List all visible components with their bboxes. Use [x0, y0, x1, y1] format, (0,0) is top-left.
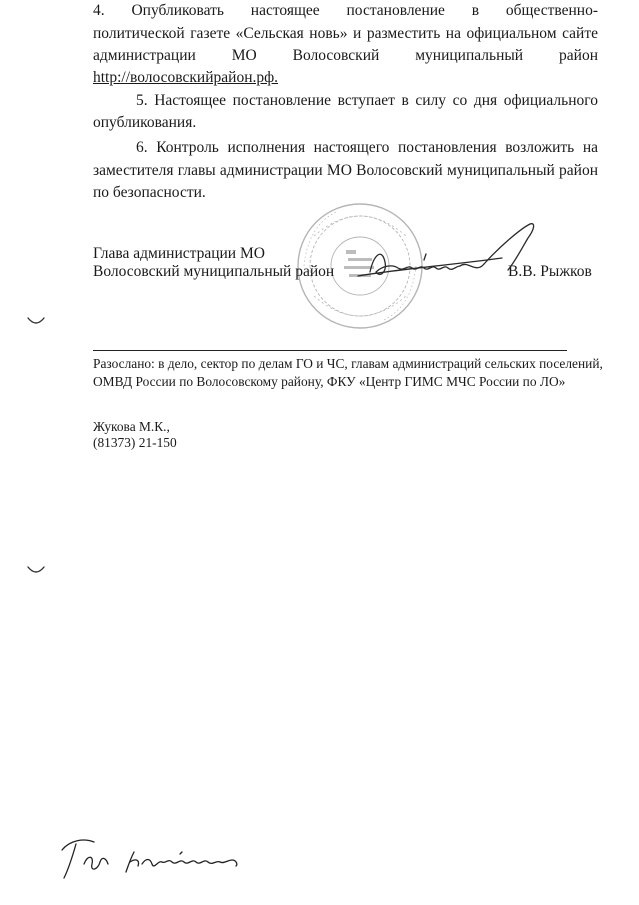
- signer-name: В.В. Рыжков: [508, 263, 592, 280]
- handwritten-note-icon: [56, 830, 246, 882]
- binder-hole-mark-icon: [26, 315, 46, 327]
- item-6-line-2: заместителя главы администрации МО Волосовский муниципальный район: [93, 162, 598, 179]
- item-4-line-1: 4. Опубликовать настоящее постановление в общественно-: [93, 2, 598, 19]
- distribution-line-2: ОМВД России по Волосовскому району, ФКУ «Центр ГИМС МЧС России по ЛО»: [93, 374, 566, 389]
- signer-position-line-2: Волосовский муниципальный район: [93, 263, 335, 280]
- item-4-line-3: администрации МО Волосовский муниципальный район: [93, 47, 598, 64]
- official-site-link[interactable]: http://волосовскийрайон.рф.: [93, 69, 279, 86]
- distribution-divider: [93, 350, 567, 351]
- executor-phone: (81373) 21-150: [93, 435, 177, 450]
- distribution-line-1: Разослано: в дело, сектор по делам ГО и ЧС, главам администраций сельских поселений,: [93, 356, 603, 371]
- item-4-line-2: политической газете «Сельская новь» и разместить на официальном сайте: [93, 25, 598, 42]
- executor-name: Жукова М.К.,: [93, 419, 170, 434]
- handwritten-signature-icon: [352, 214, 552, 292]
- item-6-line-3: по безопасности.: [93, 184, 206, 201]
- item-5-line-2: опубликования.: [93, 114, 197, 131]
- item-6-line-1: 6. Контроль исполнения настоящего постановления возложить на: [136, 139, 598, 156]
- item-5-line-1: 5. Настоящее постановление вступает в силу со дня официального: [136, 92, 598, 109]
- signer-position-line-1: Глава администрации МО: [93, 245, 265, 262]
- binder-hole-mark-icon: [26, 564, 46, 576]
